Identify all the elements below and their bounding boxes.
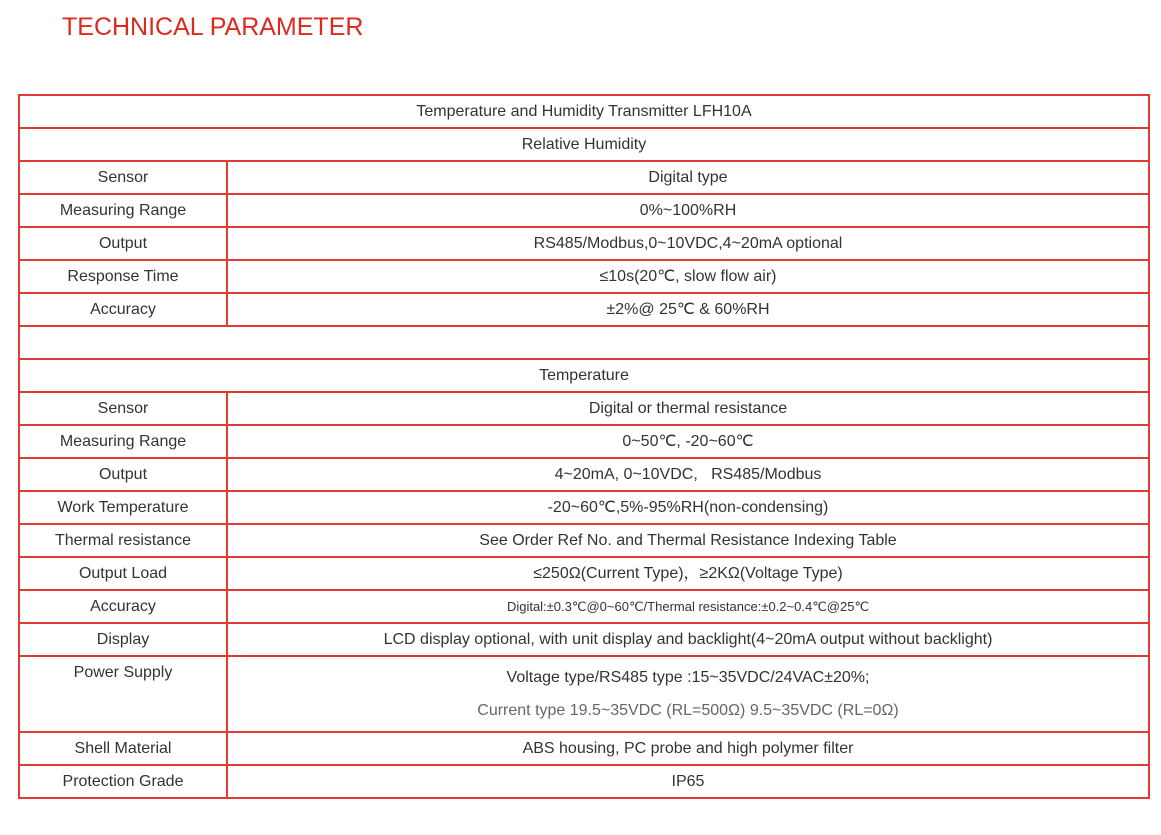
param-value: LCD display optional, with unit display and backlight(4~20mA output without backlight) [227, 623, 1149, 656]
page-title: TECHNICAL PARAMETER [62, 13, 364, 41]
table-row [19, 227, 1149, 260]
param-label: Shell Material [19, 732, 227, 765]
param-label: Thermal resistance [19, 524, 227, 557]
table-row [19, 623, 1149, 656]
param-value: Digital:±0.3℃@0~60℃/Thermal resistance:±0.2~0.4℃@25℃ [227, 590, 1149, 623]
table-row [19, 765, 1149, 798]
param-label: Measuring Range [19, 425, 227, 458]
param-label: Sensor [19, 161, 227, 194]
param-label: Accuracy [19, 590, 227, 623]
param-value: See Order Ref No. and Thermal Resistance Indexing Table [227, 524, 1149, 557]
table-row [19, 194, 1149, 227]
table-row [19, 161, 1149, 194]
param-value: RS485/Modbus,0~10VDC,4~20mA optional [227, 227, 1149, 260]
param-value: ≤250Ω(Current Type)，≥2KΩ(Voltage Type) [227, 557, 1149, 590]
empty-spacer-cell [19, 326, 1149, 359]
table-row [19, 260, 1149, 293]
param-label: Measuring Range [19, 194, 227, 227]
section-title-humidity: Relative Humidity [19, 128, 1149, 161]
param-value: ±2%@ 25℃ & 60%RH [227, 293, 1149, 326]
param-value [227, 656, 1149, 732]
param-value: IP65 [227, 765, 1149, 798]
technical-parameter-table [18, 94, 1150, 799]
param-value: -20~60℃,5%-95%RH(non-condensing) [227, 491, 1149, 524]
table-row [19, 458, 1149, 491]
table-row [19, 524, 1149, 557]
param-value: 0%~100%RH [227, 194, 1149, 227]
param-label: Sensor [19, 392, 227, 425]
table-row-section [19, 359, 1149, 392]
table-row-section [19, 128, 1149, 161]
param-label: Output [19, 458, 227, 491]
param-label: Output [19, 227, 227, 260]
param-value: Digital type [227, 161, 1149, 194]
table-row-product [19, 95, 1149, 128]
table-row [19, 491, 1149, 524]
product-name: Temperature and Humidity Transmitter LFH10A [19, 95, 1149, 128]
param-label: Display [19, 623, 227, 656]
param-value: 0~50℃, -20~60℃ [227, 425, 1149, 458]
table-row [19, 732, 1149, 765]
param-label: Protection Grade [19, 765, 227, 798]
param-label: Output Load [19, 557, 227, 590]
param-label: Accuracy [19, 293, 227, 326]
param-value: ≤10s(20℃, slow flow air) [227, 260, 1149, 293]
table-row [19, 590, 1149, 623]
table-row [19, 293, 1149, 326]
table-row-power-supply [19, 656, 1149, 732]
param-label: Response Time [19, 260, 227, 293]
param-label: Work Temperature [19, 491, 227, 524]
param-label: Power Supply [19, 656, 227, 732]
table-row-spacer [19, 326, 1149, 359]
table-row [19, 425, 1149, 458]
power-supply-voltage-line: Voltage type/RS485 type :15~35VDC/24VAC±20%; [506, 669, 870, 686]
table-row [19, 557, 1149, 590]
section-title-temperature: Temperature [19, 359, 1149, 392]
param-value: 4~20mA, 0~10VDC, RS485/Modbus [227, 458, 1149, 491]
param-value: Digital or thermal resistance [227, 392, 1149, 425]
param-value: ABS housing, PC probe and high polymer filter [227, 732, 1149, 765]
power-supply-current-line: Current type 19.5~35VDC (RL=500Ω) 9.5~35VDC (RL=0Ω) [477, 702, 899, 719]
table-row [19, 392, 1149, 425]
